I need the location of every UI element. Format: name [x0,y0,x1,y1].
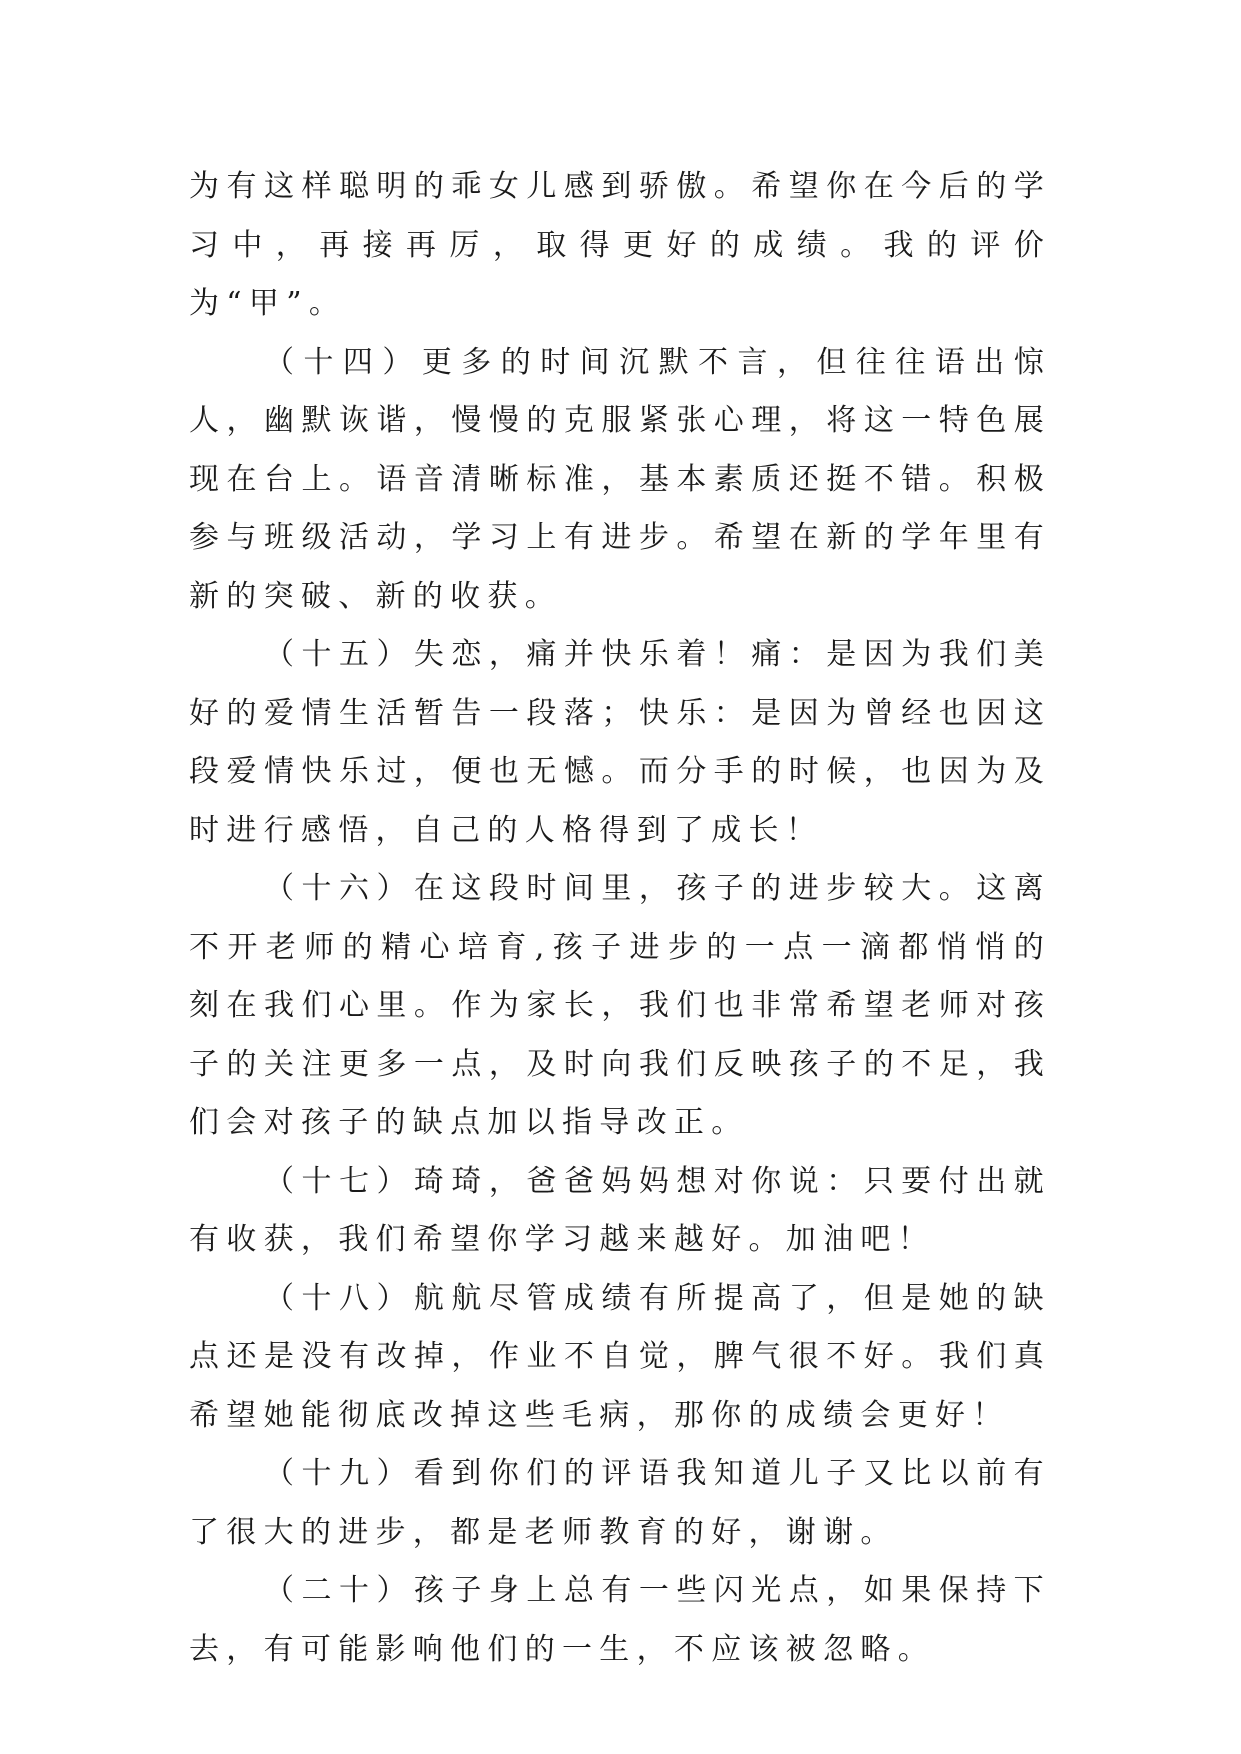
paragraph-15: （十五）失恋，痛并快乐着！痛：是因为我们美好的爱情生活暂告一段落；快乐：是因为曾经也因这段爱情快乐过，便也无憾。而分手的时候，也因为及时进行感悟，自己的人格得到了成长！ [189,637,1051,848]
paragraph-20: （二十）孩子身上总有一些闪光点，如果保持下去，有可能影响他们的一生，不应该被忽略。 [189,1573,1051,1667]
paragraph-18: （十八）航航尽管成绩有所提高了，但是她的缺点还是没有改掉，作业不自觉，脾气很不好。我们真希望她能彻底改掉这些毛病，那你的成绩会更好！ [189,1280,1051,1433]
paragraph-19: （十九）看到你们的评语我知道儿子又比以前有了很大的进步，都是老师教育的好，谢谢。 [189,1456,1051,1550]
paragraph-14: （十四）更多的时间沉默不言，但往往语出惊人，幽默诙谐，慢慢的克服紧张心理，将这一特色展现在台上。语音清晰标准，基本素质还挺不错。积极参与班级活动，学习上有进步。希望在新的学年里有新的突破、新的收获。 [189,344,1051,614]
paragraph-17: （十七）琦琦，爸爸妈妈想对你说：只要付出就有收获，我们希望你学习越来越好。加油吧！ [189,1163,1051,1257]
body-text [189,158,1051,1679]
paragraph-13-continued: 为有这样聪明的乖女儿感到骄傲。希望你在今后的学习中，再接再厉，取得更好的成绩。我的评价为“甲”。 [189,169,1051,321]
paragraph-16: （十六）在这段时间里，孩子的进步较大。这离不开老师的精心培育,孩子进步的一点一滴都悄悄的刻在我们心里。作为家长，我们也非常希望老师对孩子的关注更多一点，及时向我们反映孩子的不足，我们会对孩子的缺点加以指导改正。 [189,871,1051,1140]
